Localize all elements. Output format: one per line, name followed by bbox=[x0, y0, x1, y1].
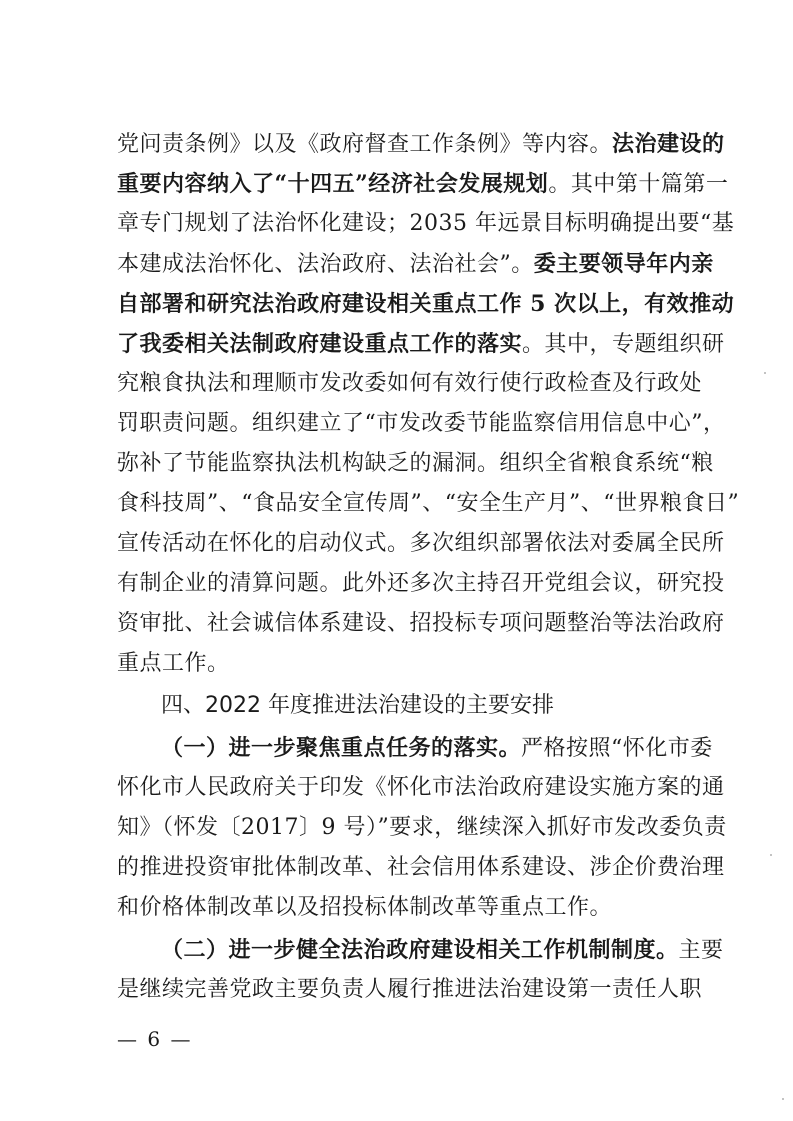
text-line bbox=[117, 444, 714, 484]
text-span: 章专门规划了法治怀化建设；2035 年远景目标明确提出要“基 bbox=[117, 211, 735, 236]
section-heading: 四、2022 年度推进法治建设的主要安排 bbox=[161, 693, 554, 718]
text-span: 食科技周”、“食品安全宣传周”、“安全生产月”、“世界粮食日” bbox=[117, 491, 740, 516]
scan-speck bbox=[782, 1098, 784, 1100]
text-line bbox=[117, 808, 727, 848]
text-line bbox=[117, 604, 725, 644]
text-line bbox=[117, 324, 725, 364]
scan-speck bbox=[764, 372, 766, 374]
text-line bbox=[117, 768, 725, 808]
text-span: 是继续完善党政主要负责人履行推进法治建设第一责任人职 bbox=[117, 977, 703, 1002]
text-span: 宣传活动在怀化的启动仪式。多次组织部署依法对委属全民所 bbox=[117, 531, 725, 556]
text-line bbox=[117, 848, 725, 888]
text-span: 严格按照“怀化市委 bbox=[521, 736, 713, 761]
bold-text-span: 法治建设的 bbox=[612, 131, 725, 157]
text-span: 知》（怀发〔2017〕9 号）”要求，继续深入抓好市发改委负责 bbox=[117, 815, 727, 840]
text-span: 怀化市人民政府关于印发《怀化市法治政府建设实施方案的通 bbox=[117, 775, 725, 800]
scan-speck bbox=[770, 854, 772, 856]
text-line bbox=[117, 404, 726, 444]
text-line bbox=[117, 364, 703, 404]
text-span: 的推进投资审批体制改革、社会信用体系建设、涉企价费治理 bbox=[117, 855, 725, 880]
text-span: 。其中，专题组织研 bbox=[522, 332, 725, 357]
text-line bbox=[161, 728, 713, 768]
text-span: 弥补了节能监察执法机构缺乏的漏洞。组织全省粮食系统“粮 bbox=[117, 451, 714, 476]
bold-text-span: 委主要领导年内亲 bbox=[533, 251, 714, 277]
bold-text-span: （一）进一步聚焦重点任务的落实。 bbox=[161, 735, 522, 761]
page-number: — 6 — bbox=[117, 1027, 193, 1051]
text-line bbox=[117, 244, 714, 284]
text-span: 党问责条例》以及《政府督查工作条例》等内容。 bbox=[117, 132, 613, 157]
text-span: 有制企业的清算问题。此外还多次主持召开党组会议，研究投 bbox=[117, 571, 725, 596]
text-line bbox=[117, 524, 725, 564]
text-line bbox=[117, 284, 735, 324]
text-span: 本建成法治怀化、法治政府、法治社会”。 bbox=[117, 252, 534, 277]
text-span: 罚职责问题。组织建立了“市发改委节能监察信用信息中心”， bbox=[117, 411, 726, 436]
text-line bbox=[117, 564, 725, 604]
bold-text-span: 了我委相关法制政府建设重点工作的落实 bbox=[117, 331, 523, 357]
text-line bbox=[117, 888, 692, 928]
text-span: 主要 bbox=[678, 938, 724, 963]
text-span: 究粮食执法和理顺市发改委如何有效行使行政检查及行政处 bbox=[117, 371, 703, 396]
text-line bbox=[117, 644, 692, 684]
bold-text-span: 自部署和研究法治政府建设相关重点工作 5 次以上，有效推动 bbox=[117, 291, 735, 317]
text-line bbox=[117, 970, 703, 1010]
text-span: 和价格体制改革以及招投标体制改革等重点工作。 bbox=[117, 895, 613, 920]
text-span: 资审批、社会诚信体系建设、招投标专项问题整治等法治政府 bbox=[117, 611, 725, 636]
text-line bbox=[117, 204, 735, 244]
text-span: 。其中第十篇第一 bbox=[548, 172, 729, 197]
text-line bbox=[117, 164, 729, 204]
bold-text-span: （二）进一步健全法治政府建设相关工作机制制度。 bbox=[161, 937, 679, 963]
bold-text-span: 重要内容纳入了“十四五”经济社会发展规划 bbox=[117, 171, 549, 197]
text-line bbox=[161, 930, 724, 970]
text-span: 重点工作。 bbox=[117, 651, 230, 676]
text-line bbox=[117, 484, 740, 524]
text-line bbox=[117, 124, 725, 164]
